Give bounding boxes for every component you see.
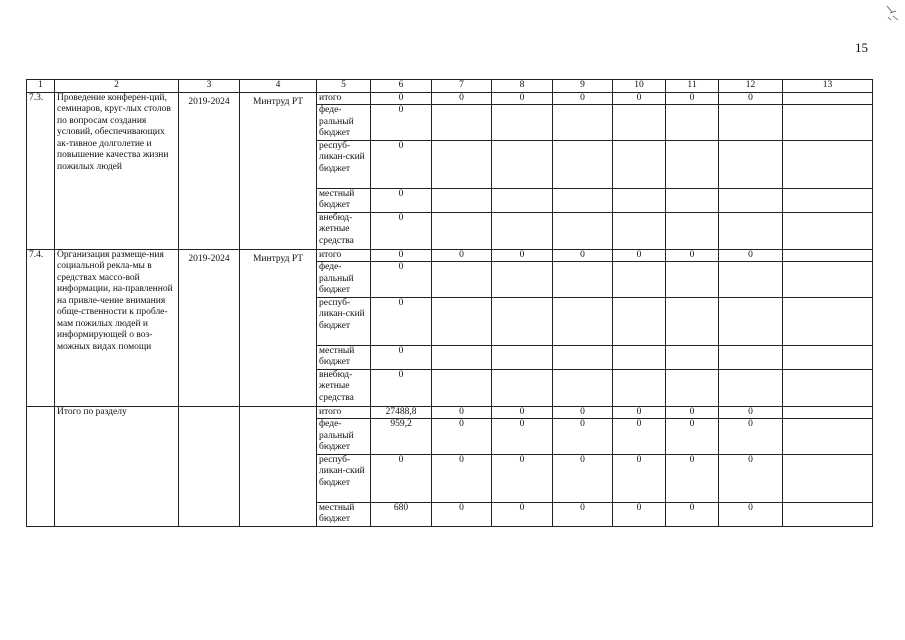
value-cell (432, 297, 492, 345)
header-cell: 7 (432, 80, 492, 93)
value-cell (719, 297, 783, 345)
value-cell: 0 (719, 406, 783, 419)
funding-source-label: итого (317, 92, 371, 105)
value-cell: 0 (371, 454, 432, 502)
value-cell (553, 345, 613, 369)
value-cell: 0 (432, 92, 492, 105)
table-row (27, 249, 873, 262)
header-cell: 10 (613, 80, 666, 93)
funding-source-label: внебюд-жетные средства (317, 369, 371, 406)
value-cell (666, 369, 719, 406)
notes-cell (783, 406, 873, 419)
value-cell: 0 (492, 92, 553, 105)
funding-source-label: итого (317, 249, 371, 262)
value-cell (719, 345, 783, 369)
funding-source-label: феде-ральный бюджет (317, 262, 371, 298)
value-cell (553, 140, 613, 188)
value-cell: 0 (719, 419, 783, 455)
value-cell (666, 262, 719, 298)
value-cell: 0 (553, 406, 613, 419)
header-cell: 13 (783, 80, 873, 93)
value-cell (492, 369, 553, 406)
table-row (27, 406, 873, 419)
value-cell: 0 (719, 502, 783, 526)
value-cell (719, 188, 783, 212)
section-years: 2019-2024 (179, 249, 240, 406)
value-cell: 0 (432, 502, 492, 526)
value-cell: 0 (613, 419, 666, 455)
notes-cell (783, 249, 873, 262)
value-cell: 0 (371, 297, 432, 345)
value-cell (432, 262, 492, 298)
value-cell (553, 369, 613, 406)
funding-source-label: респуб-ликан-ский бюджет (317, 297, 371, 345)
header-cell: 12 (719, 80, 783, 93)
header-cell: 2 (55, 80, 179, 93)
section-code (27, 406, 55, 526)
header-cell: 3 (179, 80, 240, 93)
value-cell: 0 (371, 249, 432, 262)
value-cell: 0 (432, 454, 492, 502)
value-cell: 0 (553, 454, 613, 502)
section-description: Проведение конферен-ций, семинаров, круг-лых столов по вопросам создания условий, обеспечивающих ак-тивное долголетие и повышение качества жизни пожилых людей (55, 92, 179, 249)
value-cell (432, 369, 492, 406)
value-cell: 0 (371, 212, 432, 249)
value-cell: 0 (666, 502, 719, 526)
value-cell (613, 297, 666, 345)
header-cell: 8 (492, 80, 553, 93)
notes-cell (783, 502, 873, 526)
value-cell: 0 (613, 406, 666, 419)
value-cell (719, 105, 783, 141)
funding-source-label: местный бюджет (317, 188, 371, 212)
value-cell: 0 (371, 369, 432, 406)
value-cell: 0 (666, 92, 719, 105)
value-cell (719, 262, 783, 298)
budget-table (26, 79, 873, 527)
value-cell: 0 (613, 454, 666, 502)
value-cell (613, 212, 666, 249)
value-cell (492, 212, 553, 249)
value-cell (553, 188, 613, 212)
value-cell: 0 (666, 419, 719, 455)
value-cell (613, 262, 666, 298)
notes-cell (783, 105, 873, 141)
value-cell: 0 (492, 406, 553, 419)
funding-source-label: итого (317, 406, 371, 419)
header-cell: 11 (666, 80, 719, 93)
header-cell: 5 (317, 80, 371, 93)
value-cell (432, 188, 492, 212)
section-code: 7.3. (27, 92, 55, 249)
notes-cell (783, 212, 873, 249)
funding-source-label: респуб-ликан-ский бюджет (317, 454, 371, 502)
section-description: Итого по разделу (55, 406, 179, 526)
value-cell (492, 262, 553, 298)
value-cell (719, 140, 783, 188)
funding-source-label: респуб-ликан-ский бюджет (317, 140, 371, 188)
header-cell: 4 (240, 80, 317, 93)
value-cell (613, 140, 666, 188)
value-cell: 0 (371, 345, 432, 369)
section-code: 7.4. (27, 249, 55, 406)
value-cell (666, 212, 719, 249)
value-cell: 0 (553, 502, 613, 526)
value-cell: 959,2 (371, 419, 432, 455)
funding-source-label: местный бюджет (317, 345, 371, 369)
header-cell: 1 (27, 80, 55, 93)
value-cell (613, 345, 666, 369)
value-cell (432, 345, 492, 369)
value-cell (553, 262, 613, 298)
value-cell (432, 140, 492, 188)
value-cell (492, 345, 553, 369)
value-cell: 0 (613, 249, 666, 262)
table-row (27, 92, 873, 105)
notes-cell (783, 454, 873, 502)
header-row (27, 80, 873, 93)
value-cell (492, 140, 553, 188)
notes-cell (783, 140, 873, 188)
value-cell (666, 105, 719, 141)
value-cell: 0 (432, 249, 492, 262)
value-cell (432, 105, 492, 141)
section-executor: Минтруд РТ (240, 249, 317, 406)
scan-mark-icon (884, 4, 900, 22)
notes-cell (783, 345, 873, 369)
value-cell: 0 (371, 105, 432, 141)
value-cell (666, 297, 719, 345)
header-cell: 6 (371, 80, 432, 93)
value-cell (613, 105, 666, 141)
section-description: Организация размеще-ния социальной рекла-мы в средствах массо-вой информации, на-правленной на привле-чение внимания обще-ственности к пробле-мам пожилых людей и информирующей о воз-можных видах помощи (55, 249, 179, 406)
value-cell: 0 (492, 502, 553, 526)
funding-source-label: внебюд-жетные средства (317, 212, 371, 249)
value-cell (613, 369, 666, 406)
value-cell: 0 (719, 454, 783, 502)
section-executor (240, 406, 317, 526)
value-cell: 0 (553, 92, 613, 105)
value-cell: 0 (492, 419, 553, 455)
value-cell: 27488,8 (371, 406, 432, 419)
funding-source-label: местный бюджет (317, 502, 371, 526)
value-cell: 0 (492, 249, 553, 262)
value-cell (666, 140, 719, 188)
funding-source-label: феде-ральный бюджет (317, 419, 371, 455)
value-cell (666, 188, 719, 212)
value-cell (492, 105, 553, 141)
section-executor: Минтруд РТ (240, 92, 317, 249)
value-cell: 0 (613, 92, 666, 105)
value-cell: 0 (371, 140, 432, 188)
value-cell: 680 (371, 502, 432, 526)
section-years (179, 406, 240, 526)
value-cell: 0 (719, 249, 783, 262)
value-cell (553, 297, 613, 345)
value-cell (553, 212, 613, 249)
value-cell: 0 (432, 406, 492, 419)
funding-source-label: феде-ральный бюджет (317, 105, 371, 141)
notes-cell (783, 369, 873, 406)
value-cell: 0 (666, 249, 719, 262)
value-cell (719, 369, 783, 406)
notes-cell (783, 92, 873, 105)
header-cell: 9 (553, 80, 613, 93)
value-cell: 0 (371, 262, 432, 298)
value-cell (553, 105, 613, 141)
value-cell: 0 (666, 454, 719, 502)
value-cell: 0 (371, 188, 432, 212)
page-number: 15 (855, 40, 868, 55)
value-cell (666, 345, 719, 369)
value-cell: 0 (719, 92, 783, 105)
value-cell: 0 (492, 454, 553, 502)
value-cell: 0 (432, 419, 492, 455)
notes-cell (783, 188, 873, 212)
value-cell: 0 (613, 502, 666, 526)
value-cell: 0 (553, 419, 613, 455)
value-cell: 0 (553, 249, 613, 262)
value-cell (719, 212, 783, 249)
value-cell: 0 (371, 92, 432, 105)
value-cell (432, 212, 492, 249)
notes-cell (783, 419, 873, 455)
value-cell (613, 188, 666, 212)
notes-cell (783, 262, 873, 298)
section-years: 2019-2024 (179, 92, 240, 249)
value-cell: 0 (666, 406, 719, 419)
value-cell (492, 188, 553, 212)
notes-cell (783, 297, 873, 345)
value-cell (492, 297, 553, 345)
